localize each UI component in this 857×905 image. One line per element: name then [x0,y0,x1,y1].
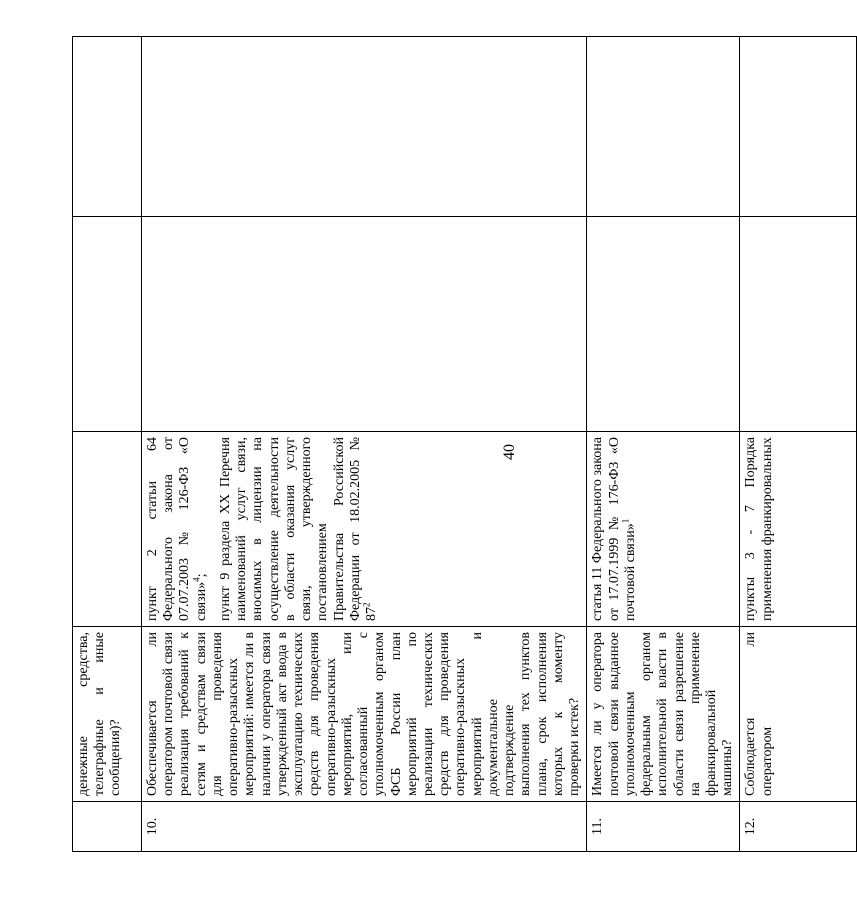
empty-cell [587,37,740,217]
footnote-ref: 1 [620,518,631,524]
question-cell: денежные средства, телеграфные и иные сообщения)? [73,627,142,802]
legal-basis-text: пункт 2 статьи 64 Федерального закона от 07.07.2003 № 126-ФЗ «О связи» [145,437,209,621]
requirements-table [72,36,857,852]
question-cell: Имеется ли у оператора почтовой связи выданное уполномоченным федеральным органом исполнительной власти в области связи разрешение на применение франкировальной машины? [587,627,740,802]
footnote-ref: 2 [361,602,372,607]
legal-basis-punct: ; [193,573,209,578]
page-number: 40 [501,444,518,460]
legal-basis-cell: пункты 3 - 7 Порядка применения франкировальных [740,432,857,627]
empty-cell [142,217,587,432]
row-number [73,802,142,852]
empty-cell [740,217,857,432]
footnote-ref: 4 [191,577,202,582]
row-number: 11. [587,802,740,852]
question-cell: Соблюдается ли оператором [740,627,857,802]
legal-basis-cell [73,432,142,627]
empty-cell [73,37,142,217]
row-number: 10. [142,802,587,852]
question-cell: Обеспечивается ли оператором почтовой связи реализация требований к сетям и средствам связи для проведения оперативно-разыскных мероприятий: имеется ли в наличии у оператора связи утвержденный акт ввода в эксплуатацию технических средств для проведения оперативно-разыскных мероприятий, или согласованный с уполномоченным органом ФСБ России план мероприятий по реализации технических средств для проведения оперативно-разыскных мероприятий и документальное подтверждение выполнения тех пунктов плана, срок исполнения которых к моменту проверки истек? [142,627,587,802]
table-row [587,37,740,852]
empty-cell [142,37,587,217]
rotated-page [72,37,775,852]
empty-cell [73,217,142,432]
legal-basis-cell [587,432,740,627]
legal-basis-item [218,437,380,621]
table-row [740,37,857,852]
row-number: 12. [740,802,857,852]
legal-basis-cell [142,432,587,627]
legal-basis-text: пункт 9 раздела XX Перечня наименований услуг связи, вносимых в лицензии на осуществление деятельности в области оказания услуг связи, утвержденного постановлением Правительства Российской Федерации от 18.02.2005 № 87 [217,437,380,621]
legal-basis-item [145,437,210,621]
table-row [73,37,142,852]
empty-cell [587,217,740,432]
legal-basis-text: статья 11 Федерального закона от 17.07.1999 № 176-ФЗ «О почтовой связи» [590,437,638,621]
empty-cell [740,37,857,217]
table-row [142,37,587,852]
